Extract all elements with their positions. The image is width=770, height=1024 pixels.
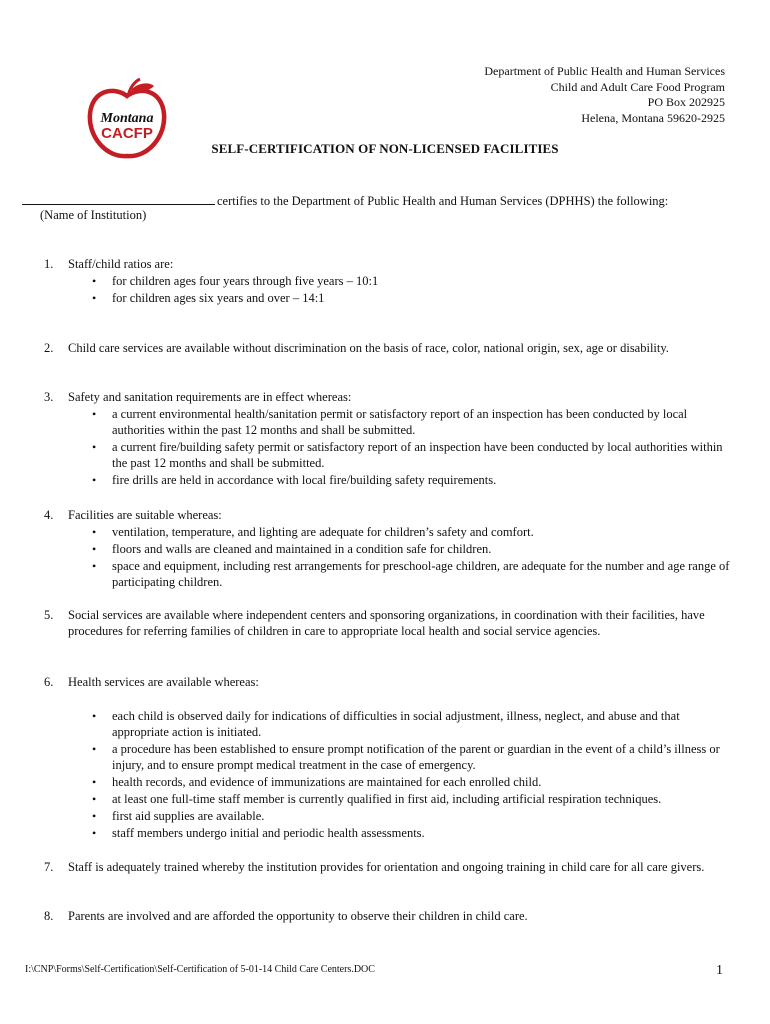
address-line: Helena, Montana 59620-2925 bbox=[581, 110, 725, 125]
list-item bbox=[44, 389, 734, 489]
item-number: 6. bbox=[44, 675, 54, 689]
item-number: 4. bbox=[44, 508, 54, 522]
item-number: 3. bbox=[44, 390, 54, 404]
bullet-item: • first aid supplies are available. bbox=[112, 808, 734, 824]
item-number: 1. bbox=[44, 257, 54, 271]
bullet-list bbox=[44, 524, 734, 590]
logo-bottom-word: CACFP bbox=[101, 125, 153, 142]
address-line: Child and Adult Care Food Program bbox=[550, 79, 725, 94]
bullet-item: • a current fire/building safety permit or satisfactory report of an inspection have been conducted by local authorities within the past 12 months and shall be submitted. bbox=[112, 439, 734, 471]
list-item bbox=[44, 859, 734, 875]
list-item bbox=[44, 340, 734, 356]
document-title: SELF-CERTIFICATION OF NON-LICENSED FACILITIES bbox=[211, 141, 559, 156]
list-item bbox=[44, 674, 734, 842]
list-item bbox=[44, 256, 734, 307]
address-line: Department of Public Health and Human Services bbox=[484, 64, 725, 78]
address-line: PO Box 202925 bbox=[647, 95, 725, 109]
item-text: Health services are available whereas: bbox=[68, 675, 259, 689]
item-text: Parents are involved and are afforded the opportunity to observe their children in child care. bbox=[68, 909, 528, 923]
item-text: Staff is adequately trained whereby the institution provides for orientation and ongoing training in child care for all care givers. bbox=[68, 860, 705, 874]
page-number: 1 bbox=[716, 963, 723, 978]
list-item bbox=[44, 607, 734, 639]
footer-file-path: I:\CNP\Forms\Self-Certification\Self-Certification of 5-01-14 Child Care Centers.DOC bbox=[25, 964, 375, 975]
bullet-list bbox=[44, 406, 734, 488]
bullet-list bbox=[44, 708, 734, 841]
bullet-item: • health records, and evidence of immunizations are maintained for each enrolled child. bbox=[112, 774, 734, 790]
certifies-text: certifies to the Department of Public Health and Human Services (DPHHS) the following: bbox=[217, 194, 669, 208]
bullet-item: • space and equipment, including rest arrangements for preschool-age children, are adequate for the number and age range of participating children. bbox=[112, 558, 734, 590]
item-text: Safety and sanitation requirements are in effect whereas: bbox=[68, 390, 352, 404]
institution-name-blank[interactable] bbox=[22, 192, 215, 205]
item-text: Staff/child ratios are: bbox=[68, 257, 174, 271]
item-number: 8. bbox=[44, 909, 54, 923]
list-item bbox=[44, 908, 734, 924]
bullet-item: • for children ages six years and over – 14:1 bbox=[112, 290, 734, 306]
item-number: 2. bbox=[44, 341, 54, 355]
name-of-institution-label: (Name of Institution) bbox=[40, 208, 147, 222]
bullet-item: • a current environmental health/sanitation permit or satisfactory report of an inspection has been conducted by local authorities within the past 12 months and shall be submitted. bbox=[112, 406, 734, 438]
item-text: Child care services are available without discrimination on the basis of race, color, national origin, sex, age or disability. bbox=[68, 341, 669, 355]
bullet-item: • for children ages four years through five years – 10:1 bbox=[112, 273, 734, 289]
item-text: Social services are available where independent centers and sponsoring organizations, in coordination with their facilities, have procedures for referring families of children in care to appropriate local health and social service agencies. bbox=[68, 608, 705, 638]
bullet-item: • at least one full-time staff member is currently qualified in first aid, including artificial respiration techniques. bbox=[112, 791, 734, 807]
bullet-item: • each child is observed daily for indications of difficulties in social adjustment, illness, neglect, and abuse and that appropriate action is initiated. bbox=[112, 708, 734, 740]
address-block bbox=[484, 64, 725, 126]
logo-top-word: Montana bbox=[100, 111, 154, 126]
bullet-item: • a procedure has been established to ensure prompt notification of the parent or guardian in the event of a child’s illness or injury, and to ensure prompt medical treatment in the case of emergency. bbox=[112, 741, 734, 773]
item-text: Facilities are suitable whereas: bbox=[68, 508, 222, 522]
bullet-item: • fire drills are held in accordance with local fire/building safety requirements. bbox=[112, 472, 734, 488]
item-number: 5. bbox=[44, 608, 54, 622]
item-number: 7. bbox=[44, 860, 54, 874]
bullet-item: • ventilation, temperature, and lighting are adequate for children’s safety and comfort. bbox=[112, 524, 734, 540]
bullet-item: • floors and walls are cleaned and maintained in a condition safe for children. bbox=[112, 541, 734, 557]
bullet-list bbox=[44, 273, 734, 306]
bullet-item: • staff members undergo initial and periodic health assessments. bbox=[112, 825, 734, 841]
list-item bbox=[44, 507, 734, 591]
